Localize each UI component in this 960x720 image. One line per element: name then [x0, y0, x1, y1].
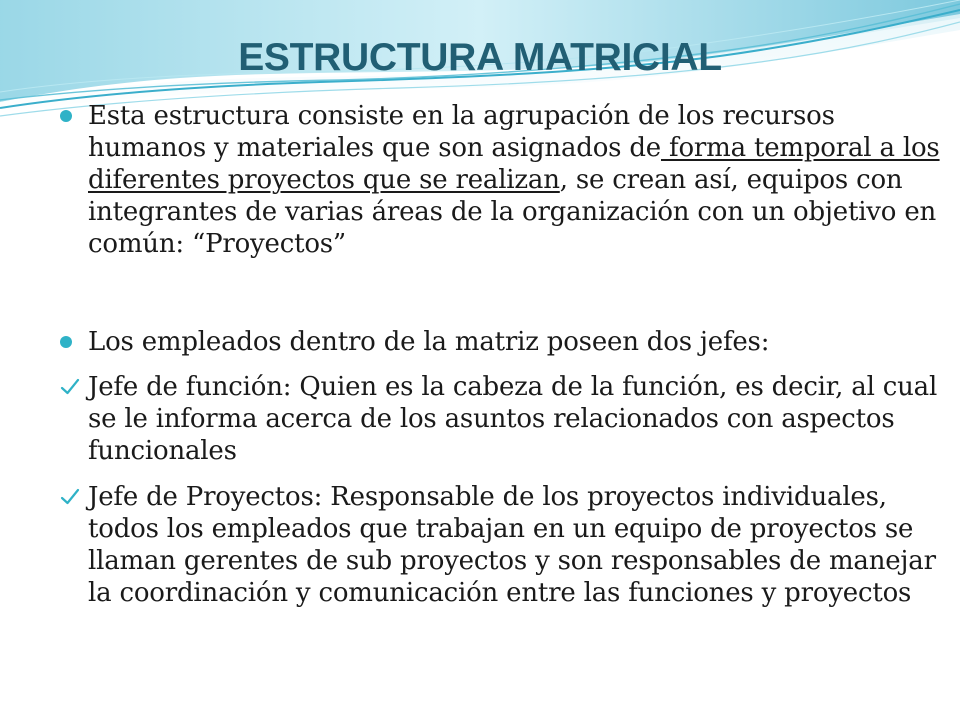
bullet-item-employees — [88, 326, 940, 358]
check-item-function-chief — [88, 371, 940, 467]
check-item-text: Jefe de función: Quien es la cabeza de la función, es decir, al cual se le informa acerca de los asuntos relacionados con aspectos funcionales — [88, 372, 938, 466]
slide-title: ESTRUCTURA MATRICIAL — [238, 36, 722, 79]
checkmark-icon — [60, 481, 80, 507]
bullet-text-start: Esta estructura consiste en la agrupación de los recursos humanos y materiales que son asignados de — [88, 101, 835, 163]
check-item-project-chief — [88, 481, 940, 609]
checkmark-icon — [60, 371, 80, 397]
bullet-text: Los empleados dentro de la matriz poseen dos jefes: — [88, 327, 770, 357]
bullet-text-end: , se crean así, equipos con integrantes de varias áreas de la organización con un objetivo en común: “Proyectos” — [88, 165, 937, 259]
bullet-dot-icon — [60, 100, 72, 122]
bullet-item-definition — [88, 100, 940, 260]
check-item-text: Jefe de Proyectos: Responsable de los proyectos individuales, todos los empleados que trabajan en un equipo de proyectos se llaman gerentes de sub proyectos y son responsables de manejar la coordinación y comunicación entre las funciones y proyectos — [88, 482, 936, 608]
bullet-text-underlined: forma temporal a los diferentes proyectos que se realizan — [88, 133, 940, 195]
bullet-dot-icon — [60, 326, 72, 348]
